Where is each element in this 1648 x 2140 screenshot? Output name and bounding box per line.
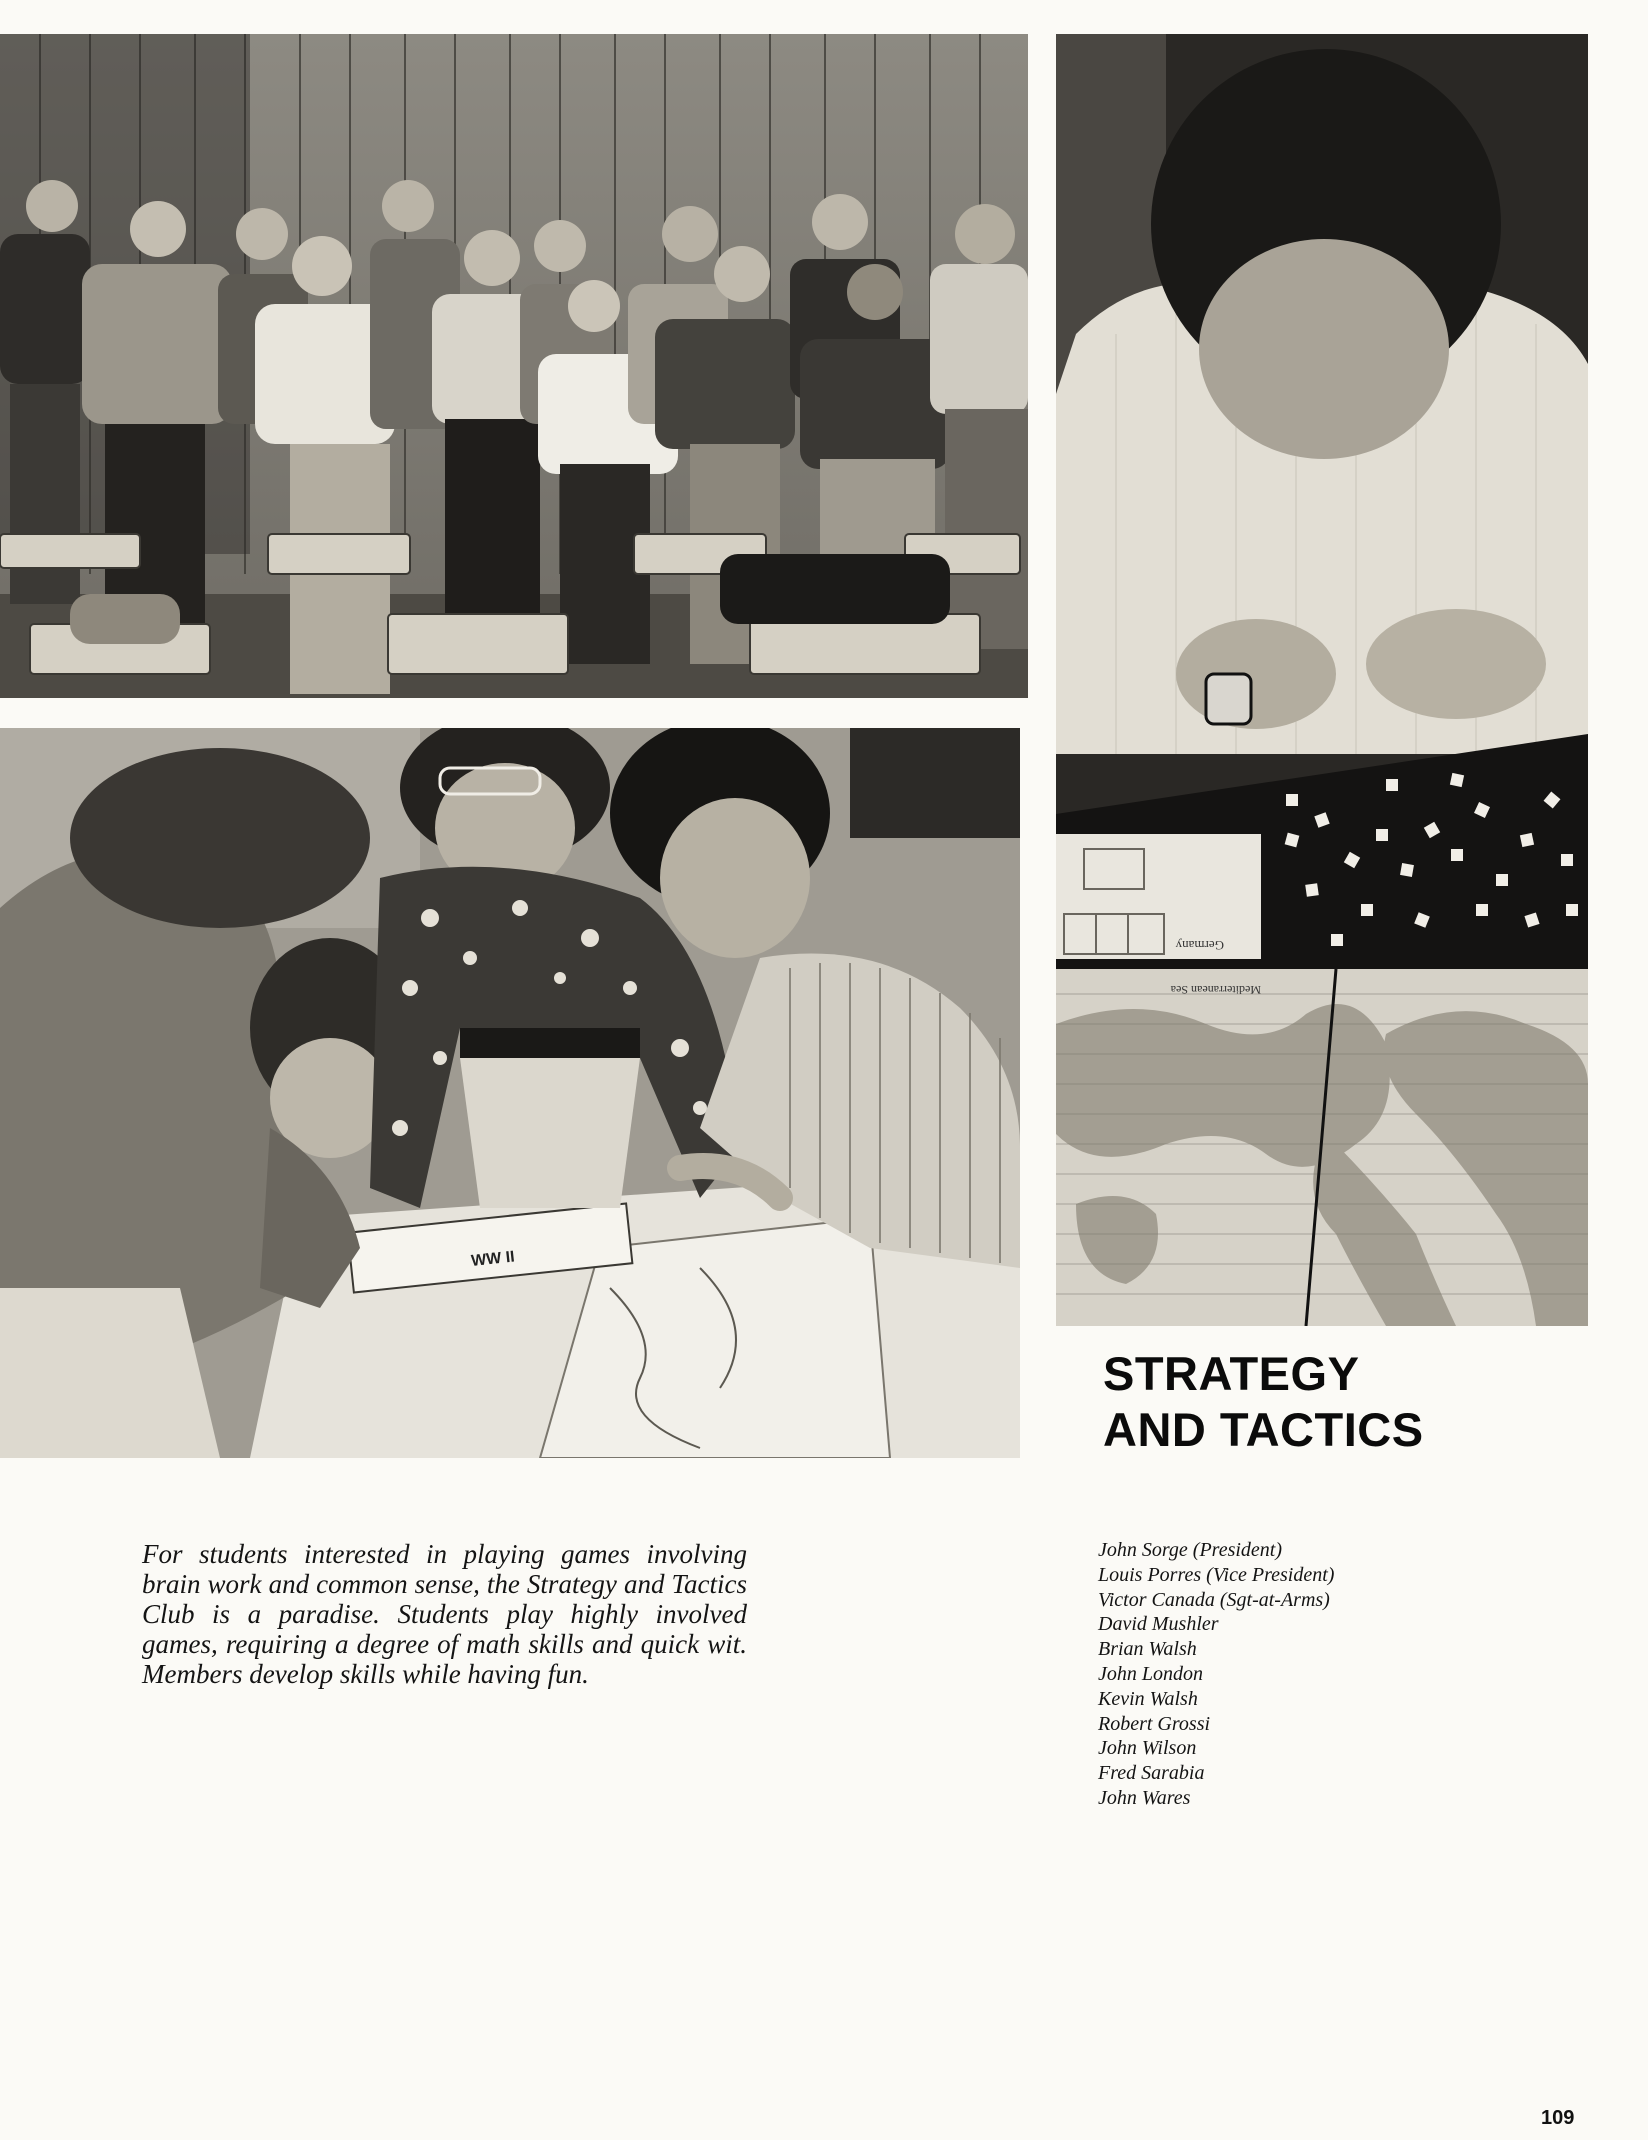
map-label-mediterranean: Mediterranean Sea — [1170, 983, 1261, 997]
club-description: For students interested in playing games involving brain work and common sense, the Strategy and Tactics Club is a paradise. Students play highly involved games, requiring a degree of math skills and quick wit. Members develop skills while having fun. — [142, 1539, 747, 1689]
group-photo — [0, 34, 1028, 698]
game-player-photo — [1056, 34, 1588, 1326]
game-player-photo-image — [1056, 34, 1588, 1326]
page-title-line-1: STRATEGY — [1103, 1347, 1360, 1400]
member-roster — [1098, 1538, 1334, 1811]
member-list-item: Kevin Walsh — [1098, 1687, 1198, 1710]
member-list-item: John Sorge (President) — [1098, 1539, 1283, 1561]
map-study-photo — [0, 728, 1020, 1458]
member-list-item: Louis Porres (Vice President) — [1098, 1563, 1335, 1586]
group-photo-image — [0, 34, 1028, 698]
page-title-line-2: AND TACTICS — [1103, 1403, 1424, 1456]
page-number: 109 — [1541, 2107, 1575, 2129]
member-list-item: Victor Canada (Sgt-at-Arms) — [1098, 1588, 1330, 1611]
game-box-label: WW II — [470, 1248, 516, 1270]
map-study-photo-image — [0, 728, 1020, 1458]
member-list-item: John Wilson — [1098, 1737, 1197, 1760]
member-list-item: Fred Sarabia — [1098, 1762, 1205, 1785]
member-list-item: Brian Walsh — [1098, 1638, 1197, 1661]
member-list-item: David Mushler — [1098, 1613, 1219, 1636]
board-label-germany: Germany — [1175, 938, 1224, 953]
member-list-item: Robert Grossi — [1098, 1712, 1211, 1735]
member-list-item: John London — [1098, 1662, 1203, 1685]
member-list-item: John Wares — [1098, 1786, 1191, 1809]
page-title — [1103, 1346, 1424, 1458]
